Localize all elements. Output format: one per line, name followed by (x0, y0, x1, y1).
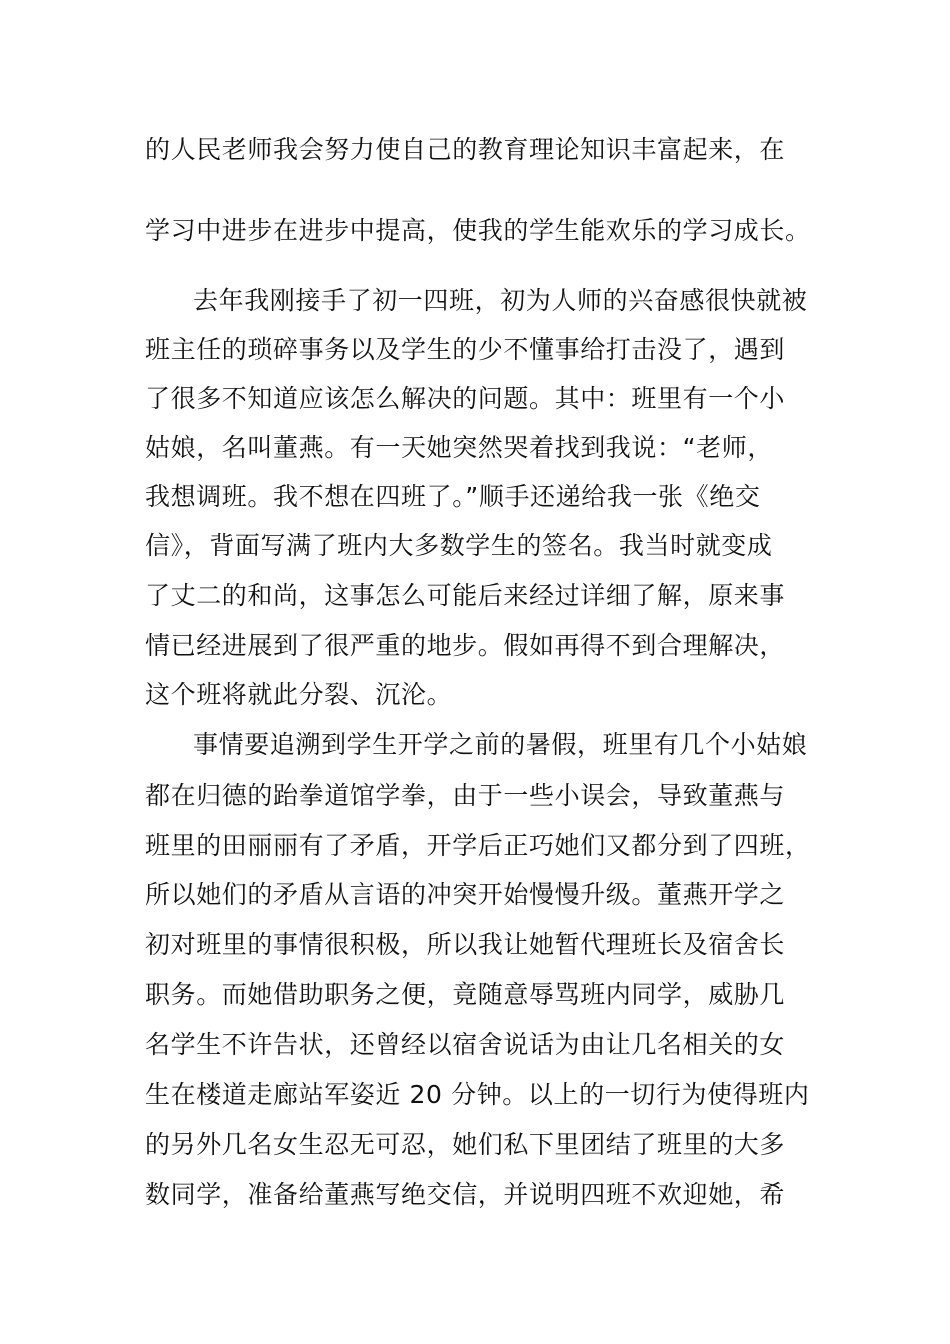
text-line: 的另外几名女生忍无可忍，她们私下里团结了班里的大多 (145, 1130, 786, 1159)
text-line: 的人民老师我会努力使自己的教育理论知识丰富起来，在 (145, 135, 786, 164)
text-line: 我想调班。我不想在四班了。”顺手还递给我一张《绝交 (145, 482, 761, 511)
text-line: 学习中进步在进步中提高，使我的学生能欢乐的学习成长。 (145, 216, 811, 245)
text-line: 生在楼道走廊站军姿近 20 分钟。以上的一切行为使得班内 (145, 1080, 810, 1109)
text-line: 职务。而她借助职务之便，竟随意辱骂班内同学，威胁几 (145, 980, 786, 1009)
text-line: 所以她们的矛盾从言语的冲突开始慢慢升级。董燕开学之 (145, 880, 786, 909)
paragraph-first-line: 去年我刚接手了初一四班，初为人师的兴奋感很快就被 (193, 286, 808, 315)
text-line: 班主任的琐碎事务以及学生的少不懂事给打击没了，遇到 (145, 335, 786, 364)
paragraph-first-line: 事情要追溯到学生开学之前的暑假，班里有几个小姑娘 (193, 730, 808, 759)
text-line: 班里的田丽丽有了矛盾，开学后正巧她们又都分到了四班， (145, 831, 811, 860)
text-line: 名学生不许告状，还曾经以宿舍说话为由让几名相关的女 (145, 1030, 786, 1059)
text-line: 信》，背面写满了班内大多数学生的签名。我当时就变成 (145, 531, 773, 560)
text-line: 情已经进展到了很严重的地步。假如再得不到合理解决， (145, 631, 786, 660)
text-line: 姑娘，名叫董燕。有一天她突然哭着找到我说：“老师， (145, 433, 773, 462)
text-line: 这个班将就此分裂、沉沦。 (145, 680, 453, 709)
text-line: 初对班里的事情很积极，所以我让她暂代理班长及宿舍长 (145, 930, 786, 959)
text-line: 了丈二的和尚，这事怎么可能后来经过详细了解，原来事 (145, 581, 786, 610)
text-line: 都在归德的跆拳道馆学拳，由于一些小误会，导致董燕与 (145, 781, 786, 810)
text-line: 了很多不知道应该怎么解决的问题。其中：班里有一个小 (145, 384, 786, 413)
text-line: 数同学，准备给董燕写绝交信，并说明四班不欢迎她，希 (145, 1180, 786, 1209)
